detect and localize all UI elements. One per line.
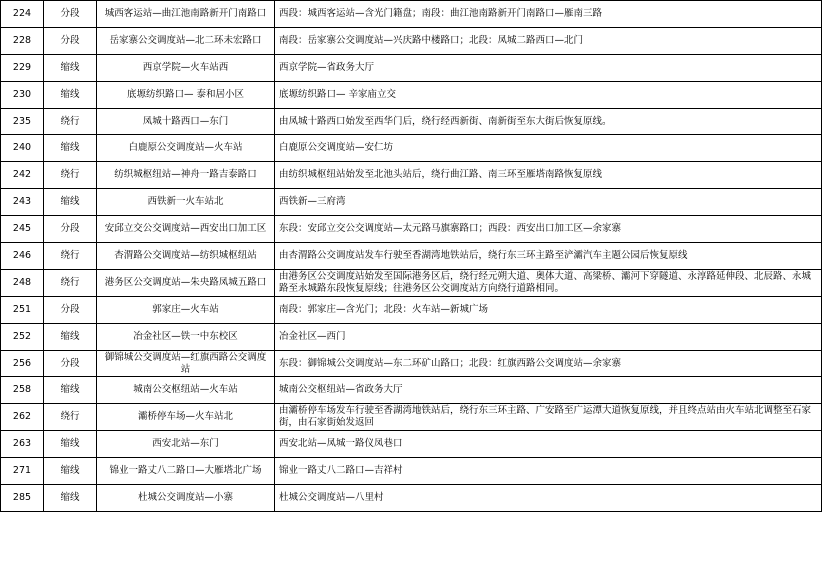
adjustment-detail-cell: 东段：安邱立交公交调度站—太元路马旗寨路口；西段：西安出口加工区—余家寨 xyxy=(275,216,822,243)
route-number-cell: 240 xyxy=(1,135,44,162)
route-number-cell: 242 xyxy=(1,162,44,189)
adjustment-type-cell: 缩线 xyxy=(44,81,97,108)
route-span-cell: 城西客运站—曲江池南路新开门南路口 xyxy=(97,1,275,28)
table-row xyxy=(1,189,822,216)
route-span-cell: 港务区公交调度站—朱央路凤城五路口 xyxy=(97,269,275,296)
route-span-cell: 岳家寨公交调度站—北二环未宏路口 xyxy=(97,27,275,54)
adjustment-type-cell: 缩线 xyxy=(44,323,97,350)
adjustment-detail-cell: 西铁新—三府湾 xyxy=(275,189,822,216)
route-number-cell: 262 xyxy=(1,404,44,431)
route-number-cell: 251 xyxy=(1,296,44,323)
table-row xyxy=(1,431,822,458)
table-row xyxy=(1,81,822,108)
adjustment-type-cell: 缩线 xyxy=(44,377,97,404)
route-span-cell: 西京学院—火车站西 xyxy=(97,54,275,81)
route-number-cell: 224 xyxy=(1,1,44,28)
adjustment-detail-cell: 东段：御锦城公交调度站—东二环矿山路口；北段：红旗西路公交调度站—余家寨 xyxy=(275,350,822,377)
route-number-cell: 248 xyxy=(1,269,44,296)
table-row xyxy=(1,216,822,243)
adjustment-type-cell: 分段 xyxy=(44,27,97,54)
route-number-cell: 256 xyxy=(1,350,44,377)
adjustment-type-cell: 分段 xyxy=(44,296,97,323)
adjustment-type-cell: 绕行 xyxy=(44,108,97,135)
adjustment-type-cell: 绕行 xyxy=(44,243,97,270)
adjustment-type-cell: 分段 xyxy=(44,350,97,377)
route-number-cell: 246 xyxy=(1,243,44,270)
route-span-cell: 白鹿原公交调度站—火车站 xyxy=(97,135,275,162)
route-span-cell: 杏渭路公交调度站—纺织城枢纽站 xyxy=(97,243,275,270)
adjustment-detail-cell: 杜城公交调度站—八里村 xyxy=(275,485,822,512)
adjustment-detail-cell: 锦业一路丈八二路口—吉祥村 xyxy=(275,458,822,485)
table-row xyxy=(1,485,822,512)
route-span-cell: 城南公交枢纽站—火车站 xyxy=(97,377,275,404)
adjustment-detail-cell: 由港务区公交调度站始发至国际港务区后，绕行经元朔大道、奥体大道、高梁桥、灞河下穿隧道、永淳路延伸段、北辰路、永城路至永城路东段恢复原线；往港务区公交调度站方向绕行道路相同。 xyxy=(275,269,822,296)
route-number-cell: 243 xyxy=(1,189,44,216)
route-span-cell: 冶金社区—铁一中东校区 xyxy=(97,323,275,350)
route-span-cell: 杜城公交调度站—小寨 xyxy=(97,485,275,512)
adjustment-type-cell: 分段 xyxy=(44,1,97,28)
table-row xyxy=(1,458,822,485)
route-span-cell: 锦业一路丈八二路口—大雁塔北广场 xyxy=(97,458,275,485)
table-row xyxy=(1,404,822,431)
adjustment-detail-cell: 西安北站—凤城一路仪凤巷口 xyxy=(275,431,822,458)
adjustment-type-cell: 缩线 xyxy=(44,54,97,81)
adjustment-type-cell: 绕行 xyxy=(44,404,97,431)
table-body xyxy=(1,1,822,512)
adjustment-type-cell: 缩线 xyxy=(44,135,97,162)
route-number-cell: 258 xyxy=(1,377,44,404)
route-span-cell: 西安北站—东门 xyxy=(97,431,275,458)
adjustment-detail-cell: 由灞桥停车场发车行驶至香湖湾地铁站后，绕行东三环主路、广安路至广运潭大道恢复原线，并且终点站由火车站北调整至石家街，由石家街始发返回 xyxy=(275,404,822,431)
adjustment-detail-cell: 白鹿原公交调度站—安仁坊 xyxy=(275,135,822,162)
route-span-cell: 底塬纺织路口— 泰和居小区 xyxy=(97,81,275,108)
route-number-cell: 285 xyxy=(1,485,44,512)
adjustment-detail-cell: 由凤城十路西口始发至西华门后，绕行经西新街、南新街至东大街后恢复原线。 xyxy=(275,108,822,135)
route-number-cell: 235 xyxy=(1,108,44,135)
table-row xyxy=(1,323,822,350)
table-row xyxy=(1,135,822,162)
table-row xyxy=(1,243,822,270)
table-row xyxy=(1,27,822,54)
route-span-cell: 灞桥停车场—火车站北 xyxy=(97,404,275,431)
route-span-cell: 郭家庄—火车站 xyxy=(97,296,275,323)
route-number-cell: 263 xyxy=(1,431,44,458)
route-span-cell: 西铁新一火车站北 xyxy=(97,189,275,216)
route-span-cell: 御锦城公交调度站—红旗西路公交调度站 xyxy=(97,350,275,377)
route-number-cell: 229 xyxy=(1,54,44,81)
adjustment-type-cell: 绕行 xyxy=(44,269,97,296)
adjustment-detail-cell: 冶金社区—西门 xyxy=(275,323,822,350)
route-number-cell: 245 xyxy=(1,216,44,243)
adjustment-detail-cell: 底塬纺织路口— 辛家庙立交 xyxy=(275,81,822,108)
adjustment-type-cell: 绕行 xyxy=(44,162,97,189)
route-span-cell: 凤城十路西口—东门 xyxy=(97,108,275,135)
adjustment-detail-cell: 西段：城西客运站—含光门籍盘；南段：曲江池南路新开门南路口—雁南三路 xyxy=(275,1,822,28)
table-row xyxy=(1,108,822,135)
table-row xyxy=(1,296,822,323)
adjustment-detail-cell: 南段：岳家寨公交调度站—兴庆路中楼路口；北段：凤城二路西口—北门 xyxy=(275,27,822,54)
route-number-cell: 271 xyxy=(1,458,44,485)
table-row xyxy=(1,54,822,81)
adjustment-type-cell: 缩线 xyxy=(44,431,97,458)
adjustment-detail-cell: 由杏渭路公交调度站发车行驶至香湖湾地铁站后，绕行东三环主路至浐灞汽车主题公园后恢复原线 xyxy=(275,243,822,270)
route-span-cell: 纺织城枢纽站—神舟一路吉泰路口 xyxy=(97,162,275,189)
route-number-cell: 228 xyxy=(1,27,44,54)
table-row xyxy=(1,377,822,404)
adjustment-type-cell: 缩线 xyxy=(44,189,97,216)
route-span-cell: 安邱立交公交调度站—西安出口加工区 xyxy=(97,216,275,243)
adjustment-type-cell: 缩线 xyxy=(44,458,97,485)
table-row xyxy=(1,1,822,28)
adjustment-type-cell: 缩线 xyxy=(44,485,97,512)
adjustment-detail-cell: 南段：郭家庄—含光门；北段：火车站—新城广场 xyxy=(275,296,822,323)
adjustment-detail-cell: 西京学院—省政务大厅 xyxy=(275,54,822,81)
route-number-cell: 230 xyxy=(1,81,44,108)
adjustment-detail-cell: 由纺织城枢纽站始发至北池头站后，绕行曲江路、南三环至雁塔南路恢复原线 xyxy=(275,162,822,189)
route-number-cell: 252 xyxy=(1,323,44,350)
table-row xyxy=(1,350,822,377)
table-row xyxy=(1,162,822,189)
table-row xyxy=(1,269,822,296)
adjustment-detail-cell: 城南公交枢纽站—省政务大厅 xyxy=(275,377,822,404)
adjustment-type-cell: 分段 xyxy=(44,216,97,243)
